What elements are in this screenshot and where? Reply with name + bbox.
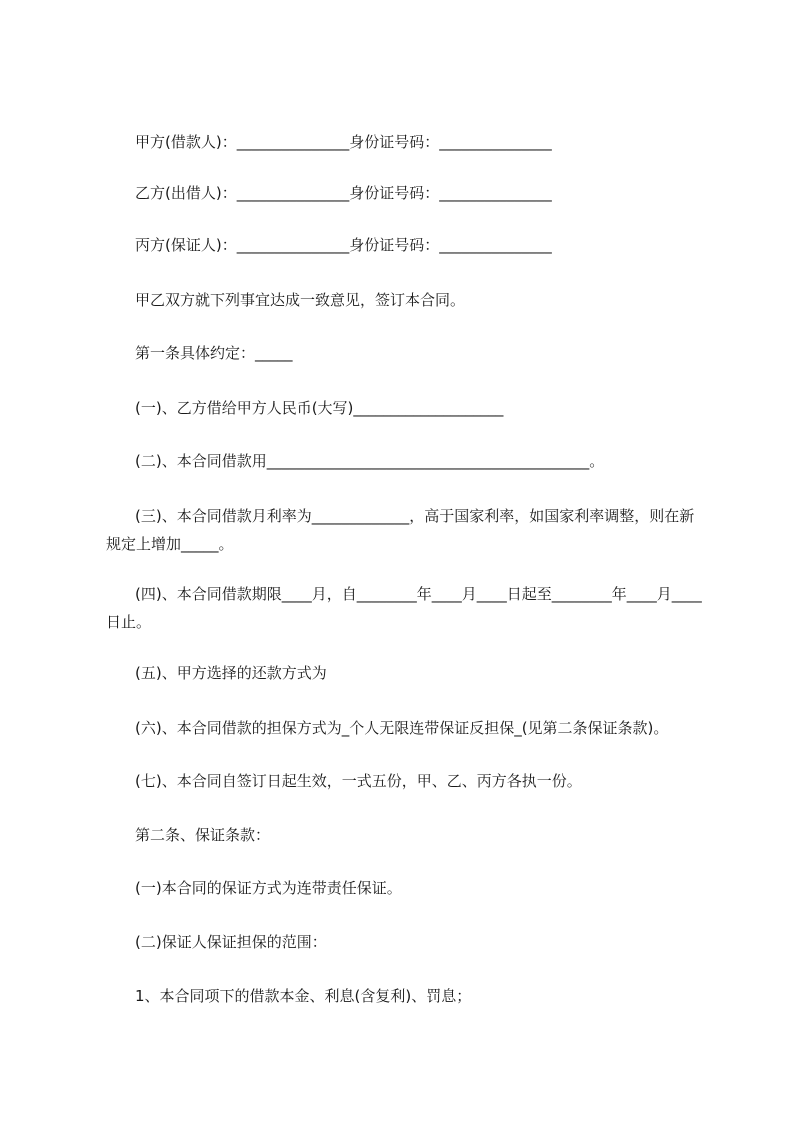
guarantee-clause-1: (一)本合同的保证方式为连带责任保证。 (135, 879, 402, 897)
party-a-line: 甲方(借款人)：_______________身份证号码：_______________ (135, 133, 552, 151)
article-1-heading: 第一条具体约定：_____ (135, 344, 293, 362)
clause-4-term: (四)、本合同借款期限____月，自________年____月____日起至________年____月____日止。 (106, 585, 702, 631)
clause-3-interest: (三)、本合同借款月利率为_____________，高于国家利率，如国家利率调整，则在新规定上增加_____。 (106, 507, 695, 553)
guarantee-scope-item-1: 1、本合同项下的借款本金、利息(含复利)、罚息； (135, 987, 472, 1005)
clause-5-repayment: (五)、甲方选择的还款方式为 (135, 664, 327, 682)
clause-7-effect: (七)、本合同自签订日起生效，一式五份，甲、乙、丙方各执一份。 (135, 772, 582, 790)
party-c-line: 丙方(保证人)：_______________身份证号码：_______________ (135, 236, 552, 254)
clause-1-amount: (一)、乙方借给甲方人民币(大写)____________________ (135, 399, 504, 417)
clause-6-guarantee: (六)、本合同借款的担保方式为_个人无限连带保证反担保_(见第二条保证条款)。 (135, 719, 669, 737)
guarantee-clause-2: (二)保证人保证担保的范围： (135, 933, 327, 951)
party-b-line: 乙方(出借人)：_______________身份证号码：_______________ (135, 184, 552, 202)
clause-2-purpose: (二)、本合同借款用___________________________________________。 (135, 452, 605, 470)
agreement-statement: 甲乙双方就下列事宜达成一致意见，签订本合同。 (135, 291, 466, 309)
article-2-heading: 第二条、保证条款： (135, 826, 271, 844)
